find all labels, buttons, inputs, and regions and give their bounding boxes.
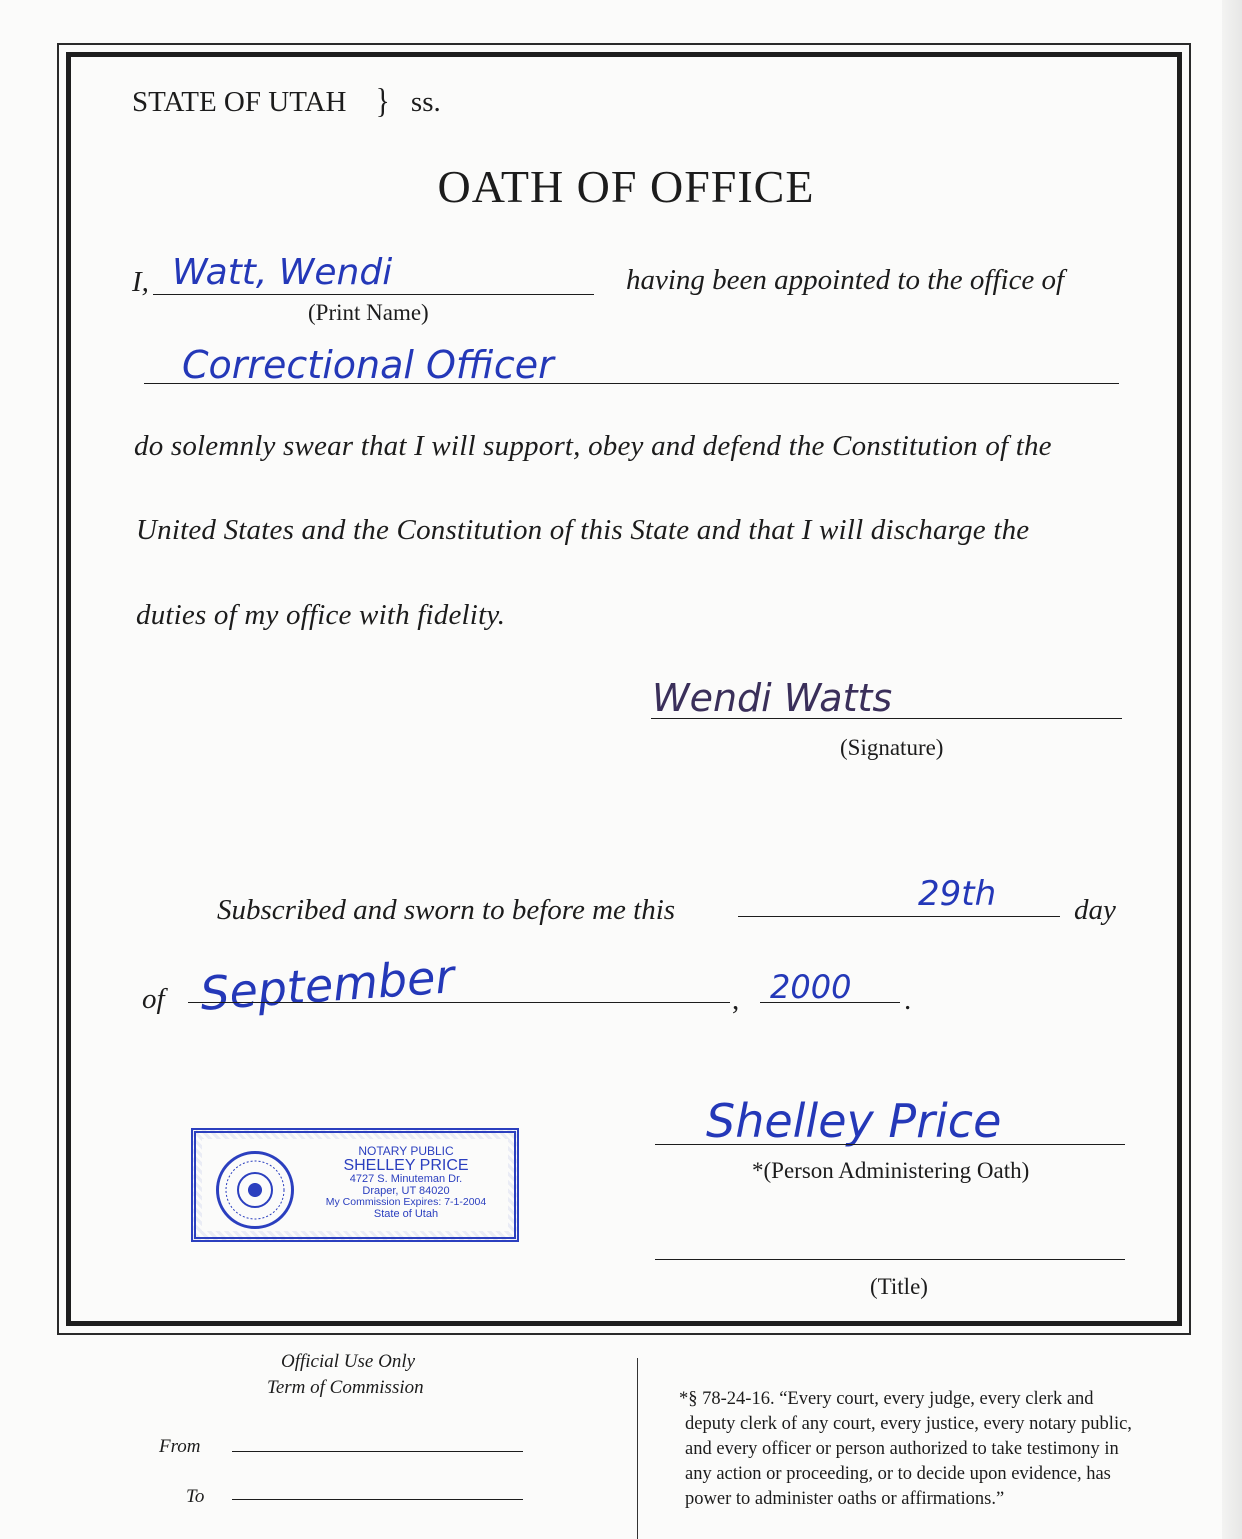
title-line: [655, 1259, 1125, 1260]
i-prefix: I,: [132, 266, 149, 298]
oath-line-3: duties of my office with fidelity.: [136, 599, 506, 631]
day-line: [738, 916, 1060, 917]
print-name-value: Watt, Wendi: [172, 252, 393, 293]
footnote-line-2: deputy clerk of any court, every justice, every notary public,: [685, 1414, 1132, 1434]
brace: }: [375, 82, 390, 122]
stamp-line-5: My Commission Expires: 7-1-2004: [325, 1196, 487, 1209]
stamp-line-2: SHELLEY PRICE: [343, 1156, 469, 1174]
footer-divider: [637, 1358, 638, 1539]
period: .: [904, 984, 912, 1016]
year-value: 2000: [770, 968, 852, 1006]
page-edge: [1222, 0, 1242, 1539]
notary-stamp: [191, 1128, 519, 1242]
of-label: of: [142, 983, 165, 1015]
to-line: [232, 1499, 523, 1500]
footnote-line-3: and every officer or person authorized to take testimony in: [685, 1439, 1119, 1459]
ss-label: ss.: [410, 86, 441, 118]
to-label: To: [186, 1486, 205, 1507]
utah-seal-icon: [216, 1151, 294, 1229]
state-label: STATE OF UTAH: [132, 86, 347, 118]
statute-footnote: [679, 1387, 1132, 1512]
print-name-line: [153, 294, 594, 295]
state-header: [132, 82, 441, 122]
stamp-text-block: [306, 1145, 506, 1220]
oath-line-1: do solemnly swear that I will support, obey and defend the Constitution of the: [134, 430, 1052, 462]
administrator-signature: Shelley Price: [706, 1094, 1002, 1148]
official-use-heading: Official Use Only: [281, 1351, 416, 1372]
month-line: [188, 1002, 730, 1003]
print-name-caption: (Print Name): [308, 300, 429, 325]
footnote-line-4: any action or proceeding, or to decide upon evidence, has: [685, 1464, 1111, 1484]
stamp-line-6: State of Utah: [373, 1207, 439, 1220]
stamp-line-4: Draper, UT 84020: [362, 1184, 450, 1197]
footnote-line-5: power to administer oaths or affirmations.”: [685, 1489, 1005, 1509]
from-label: From: [159, 1436, 201, 1457]
sworn-lead: Subscribed and sworn to before me this: [217, 894, 676, 926]
stamp-line-3: 4727 S. Minuteman Dr.: [349, 1173, 463, 1186]
term-heading: Term of Commission: [267, 1377, 424, 1398]
office-value: Correctional Officer: [182, 343, 554, 387]
signature-value: Wendi Watts: [652, 676, 893, 720]
from-line: [232, 1451, 523, 1452]
day-label: day: [1074, 894, 1116, 926]
appointed-text: having been appointed to the office of: [626, 264, 1065, 296]
year-line: [760, 1002, 900, 1003]
signature-line: [651, 718, 1122, 719]
administrator-line: [655, 1144, 1125, 1145]
oath-line-2: United States and the Constitution of this State and that I will discharge the: [136, 514, 1030, 546]
day-value: 29th: [918, 874, 997, 914]
title-caption: (Title): [870, 1274, 928, 1299]
page-title: OATH OF OFFICE: [437, 161, 815, 212]
office-line: [144, 383, 1119, 384]
month-value: September: [198, 949, 456, 1021]
stamp-line-1: NOTARY PUBLIC: [358, 1144, 454, 1158]
signature-caption: (Signature): [840, 735, 944, 760]
footnote-line-1: *§ 78-24-16. “Every court, every judge, every clerk and: [679, 1389, 1094, 1409]
comma: ,: [732, 984, 740, 1016]
administrator-caption: *(Person Administering Oath): [752, 1158, 1030, 1183]
